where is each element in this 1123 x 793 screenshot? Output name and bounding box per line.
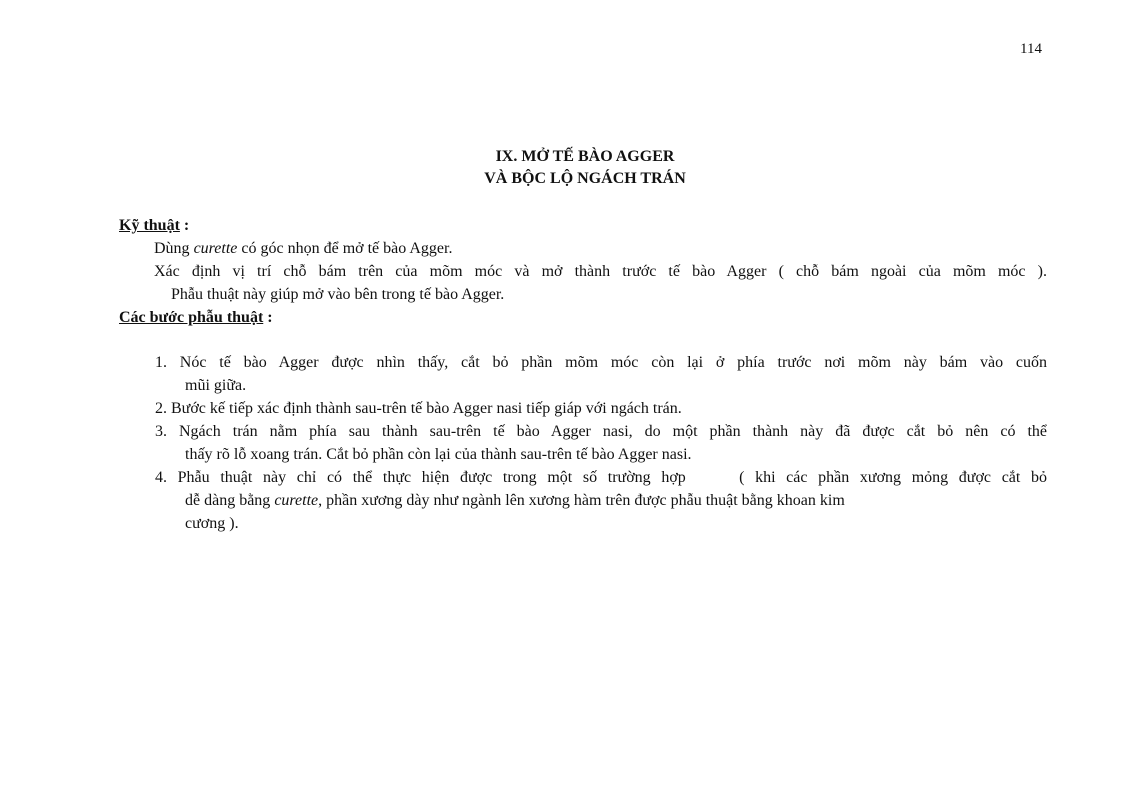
list-item-text: 2. Bước kế tiếp xác định thành sau-trên tế bào Agger nasi tiếp giáp với ngách trán. (155, 400, 682, 417)
list-item-text: thấy rõ lỗ xoang trán. Cắt bỏ phần còn lại của thành sau-trên tế bào Agger nasi. (185, 446, 692, 463)
technique-paragraph-1 (119, 237, 1047, 260)
technique-text: Xác định vị trí chỗ bám trên của mõm móc và mở thành trước tế bào Agger ( chỗ bám ngoài của mõm móc ). (154, 263, 1047, 280)
technique-heading-text: Kỹ thuật (119, 217, 180, 234)
list-item (119, 351, 1047, 397)
technique-heading-suffix: : (179, 217, 190, 234)
list-item (119, 397, 1047, 420)
list-item (119, 420, 1047, 466)
list-item-text: 4. Phẫu thuật này chỉ có thể thực hiện được trong một số trường hợp ( khi các phần xương mỏng được cắt bỏ (155, 469, 1047, 486)
list-item-text: , phần xương dày như ngành lên xương hàm trên được phẫu thuật bằng khoan kim (318, 492, 845, 509)
technique-paragraph-2 (119, 260, 1047, 283)
steps-heading-suffix: : (263, 309, 273, 326)
technique-text: Dùng (154, 240, 194, 257)
steps-heading (119, 306, 1047, 329)
page-number: 114 (1020, 41, 1042, 57)
title-line-1: IX. MỞ TẾ BÀO AGGER (495, 148, 675, 165)
technique-heading (119, 214, 1047, 237)
list-item-text: mũi giữa. (185, 377, 247, 394)
steps-heading-text: Các bước phẫu thuật (119, 309, 264, 326)
page-title (300, 146, 870, 190)
technique-paragraph-3: Phẫu thuật này giúp mở vào bên trong tế bào Agger. (171, 286, 505, 303)
steps-list (119, 351, 1047, 535)
list-item (119, 466, 1047, 535)
title-line-2: VÀ BỘC LỘ NGÁCH TRÁN (484, 170, 686, 187)
list-item-text: cương ). (185, 515, 239, 532)
list-item-text: 1. Nóc tế bào Agger được nhìn thấy, cắt bỏ phần mõm móc còn lại ở phía trước nơi mõm này bám vào cuốn (155, 354, 1047, 371)
list-item-emphasis: curette (274, 492, 319, 509)
technique-text: có góc nhọn để mở tế bào Agger. (237, 240, 453, 257)
document-body (119, 214, 1047, 535)
technique-emphasis: curette (193, 240, 238, 257)
list-item-text: 3. Ngách trán nằm phía sau thành sau-trên tế bào Agger nasi, do một phần thành này đã được cắt bỏ nên có thể (155, 423, 1047, 440)
spacer (119, 329, 1047, 351)
list-item-text: dễ dàng bằng (185, 492, 275, 509)
